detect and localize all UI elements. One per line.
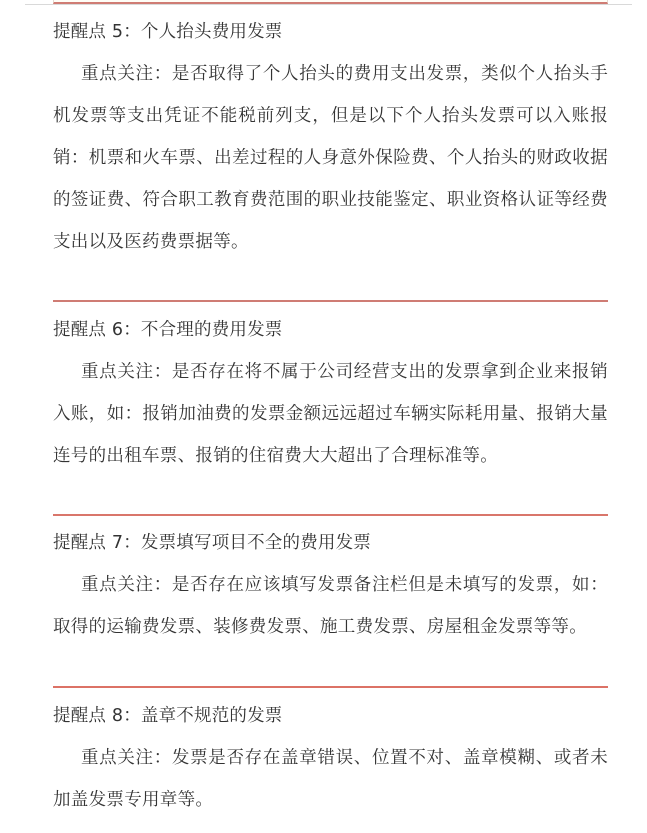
section-divider [53, 514, 608, 516]
previous-section-box-edge [53, 0, 608, 4]
section-divider [53, 686, 608, 688]
section-reminder-6 [53, 309, 608, 477]
section-reminder-7 [53, 522, 608, 648]
section-body: 重点关注：是否取得了个人抬头的费用支出发票，类似个人抬头手机发票等支出凭证不能税前列支，但是以下个人抬头发票可以入账报销：机票和火车票、出差过程的人身意外保险费、个人抬头的财政收据的签证费、符合职工教育费范围的职业技能鉴定、职业资格认证等经费支出以及医药费票据等。 [53, 64, 608, 252]
section-reminder-8 [53, 695, 608, 821]
section-title: 提醒点 6：不合理的费用发票 [53, 320, 283, 340]
section-divider [53, 300, 608, 302]
section-body: 重点关注：是否存在应该填写发票备注栏但是未填写的发票，如：取得的运输费发票、装修费发票、施工费发票、房屋租金发票等等。 [53, 575, 608, 637]
section-title: 提醒点 8：盖章不规范的发票 [53, 706, 283, 726]
section-title: 提醒点 5：个人抬头费用发票 [53, 22, 283, 42]
section-reminder-5 [53, 11, 608, 263]
section-body: 重点关注：是否存在将不属于公司经营支出的发票拿到企业来报销入账，如：报销加油费的发票金额远远超过车辆实际耗用量、报销大量连号的出租车票、报销的住宿费大大超出了合理标准等。 [53, 362, 608, 466]
section-title: 提醒点 7：发票填写项目不全的费用发票 [53, 533, 371, 553]
section-body: 重点关注：发票是否存在盖章错误、位置不对、盖章模糊、或者未加盖发票专用章等。 [53, 748, 608, 810]
top-rule [25, 4, 632, 5]
